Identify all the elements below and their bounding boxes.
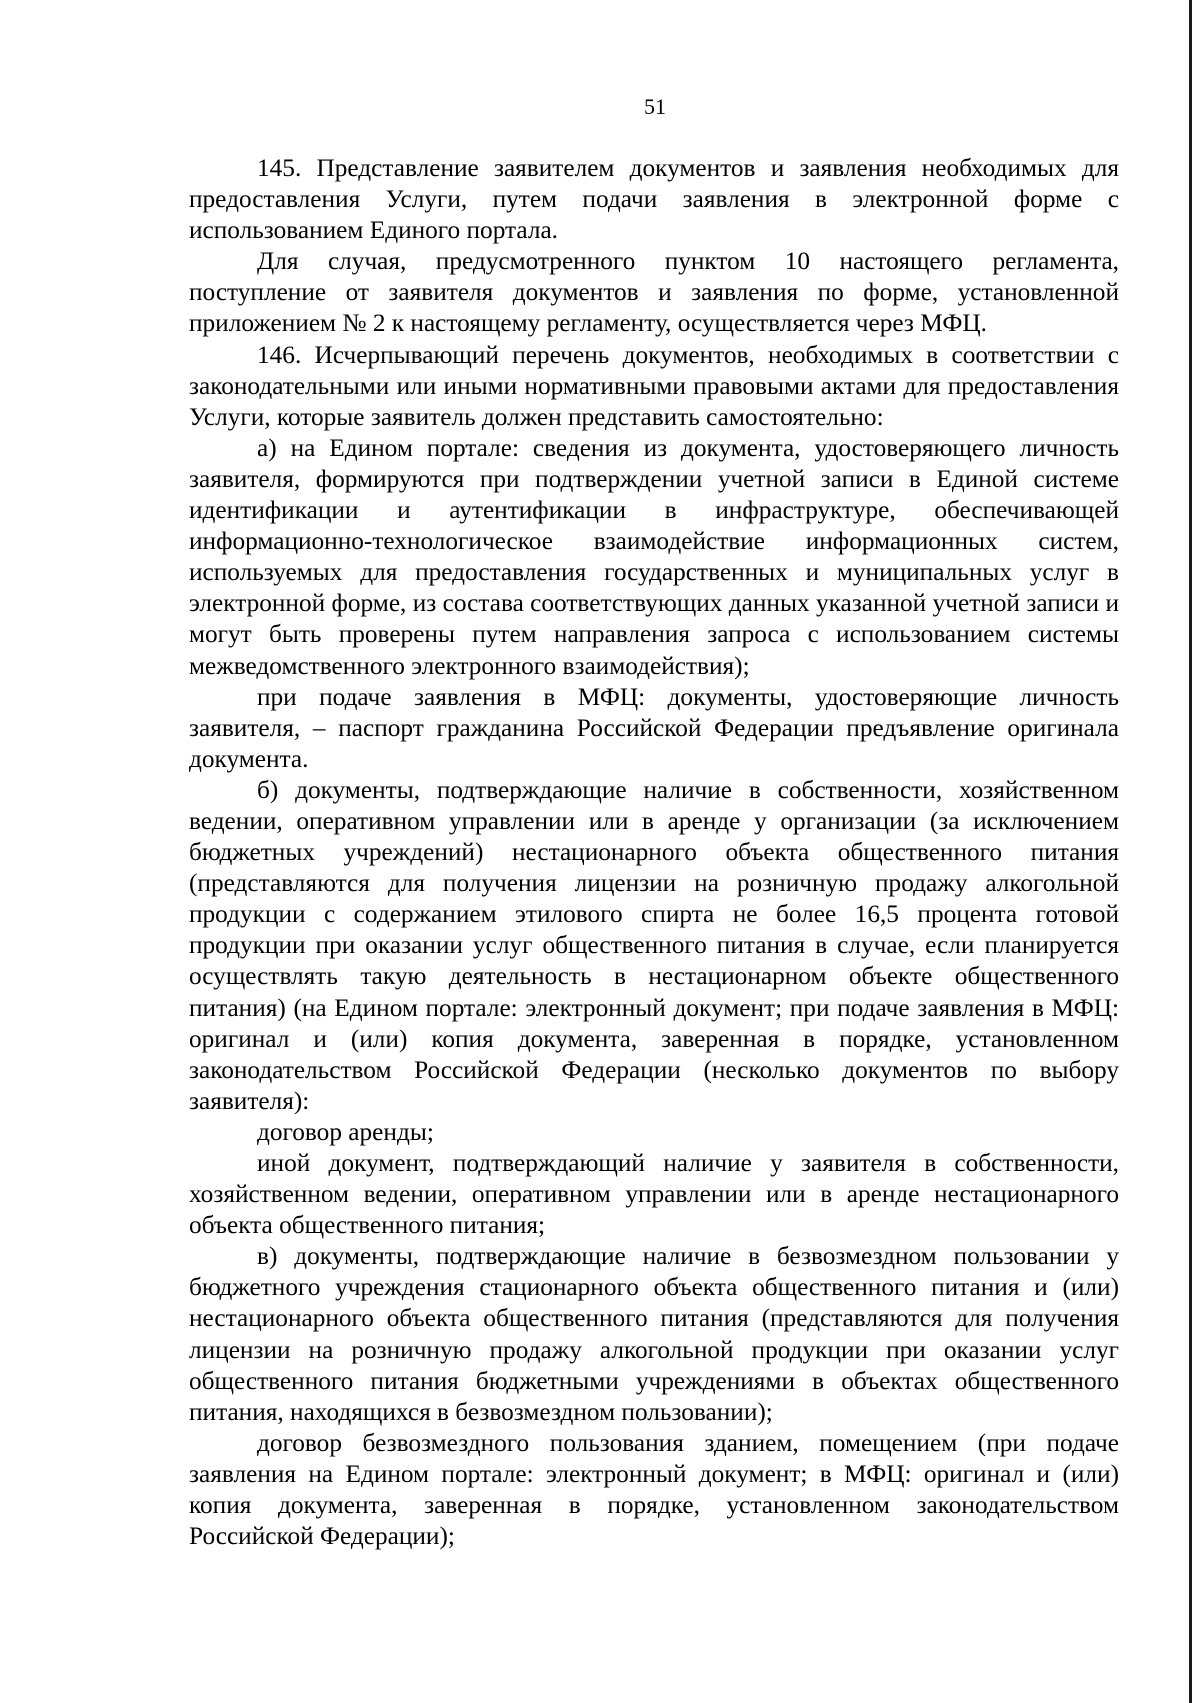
paragraph-mfc-identity: при подаче заявления в МФЦ: документы, удостоверяющие личность заявителя, – паспорт гражданина Российской Федерации предъявление оригинала документа. (189, 682, 1119, 773)
paragraph-item-v: в) документы, подтверждающие наличие в безвозмездном пользовании у бюджетного учреждения стационарного объекта общественного питания и (или) нестационарного объекта общественного питания (представляются для получения лицензии на розничную продажу алкогольной продукции при оказании услуг общественного питания бюджетными учреждениями в объектах общественного питания, находящихся в безвозмездном пользовании); (189, 1242, 1119, 1426)
paragraph-item-a: а) на Едином портале: сведения из документа, удостоверяющего личность заявителя, формируются при подтверждении учетной записи в Единой системе идентификации и аутентификации в инфраструктуре, обеспечивающей информационно-технологическое взаимодействие информационных систем, используемых для предоставления государственных и муниципальных услуг в электронной форме, из состава соответствующих данных указанной учетной записи и могут быть проверены путем направления запроса с использованием системы межведомственного электронного взаимодействия); (189, 433, 1119, 680)
paragraph-free-use-agreement: договор безвозмездного пользования зданием, помещением (при подаче заявления на Едином портале: электронный документ; в МФЦ: оригинал и (или) копия документа, заверенная в порядке, установленном законодательством Российской Федерации); (189, 1428, 1119, 1551)
paragraph-lease-agreement: договор аренды; (257, 1117, 434, 1146)
paragraph-case-10: Для случая, предусмотренного пунктом 10 настоящего регламента, поступление от заявителя документов и заявления по форме, установленной приложением № 2 к настоящему регламенту, осуществляется через МФЦ. (189, 247, 1119, 338)
paragraph-item-b: б) документы, подтверждающие наличие в собственности, хозяйственном ведении, оперативном управлении или в аренде у организации (за исключением бюджетных учреждений) нестационарного объекта общественного питания (представляются для получения лицензии на розничную продажу алкогольной продукции с содержанием этилового спирта не более 16,5 процента готовой продукции при оказании услуг общественного питания в случае, если планируется осуществлять такую деятельность в нестационарном объекте общественного питания) (на Едином портале: электронный документ; при подаче заявления в МФЦ: оригинал и (или) копия документа, заверенная в порядке, установленном законодательством Российской Федерации (несколько документов по выбору заявителя): (189, 775, 1119, 1115)
paragraph-other-document: иной документ, подтверждающий наличие у заявителя в собственности, хозяйственном ведении, оперативном управлении или в аренде нестационарного объекта общественного питания; (189, 1149, 1119, 1240)
scan-edge-line (1189, 0, 1192, 1703)
paragraph-146: 146. Исчерпывающий перечень документов, необходимых в соответствии с законодательными или иными нормативными правовыми актами для предоставления Услуги, которые заявитель должен представить самостоятельно: (189, 340, 1119, 431)
document-body (189, 153, 1119, 1552)
page-number: 51 (644, 94, 666, 119)
paragraph-145: 145. Представление заявителем документов и заявления необходимых для предоставления Услуги, путем подачи заявления в электронной форме с использованием Единого портала. (189, 154, 1119, 245)
